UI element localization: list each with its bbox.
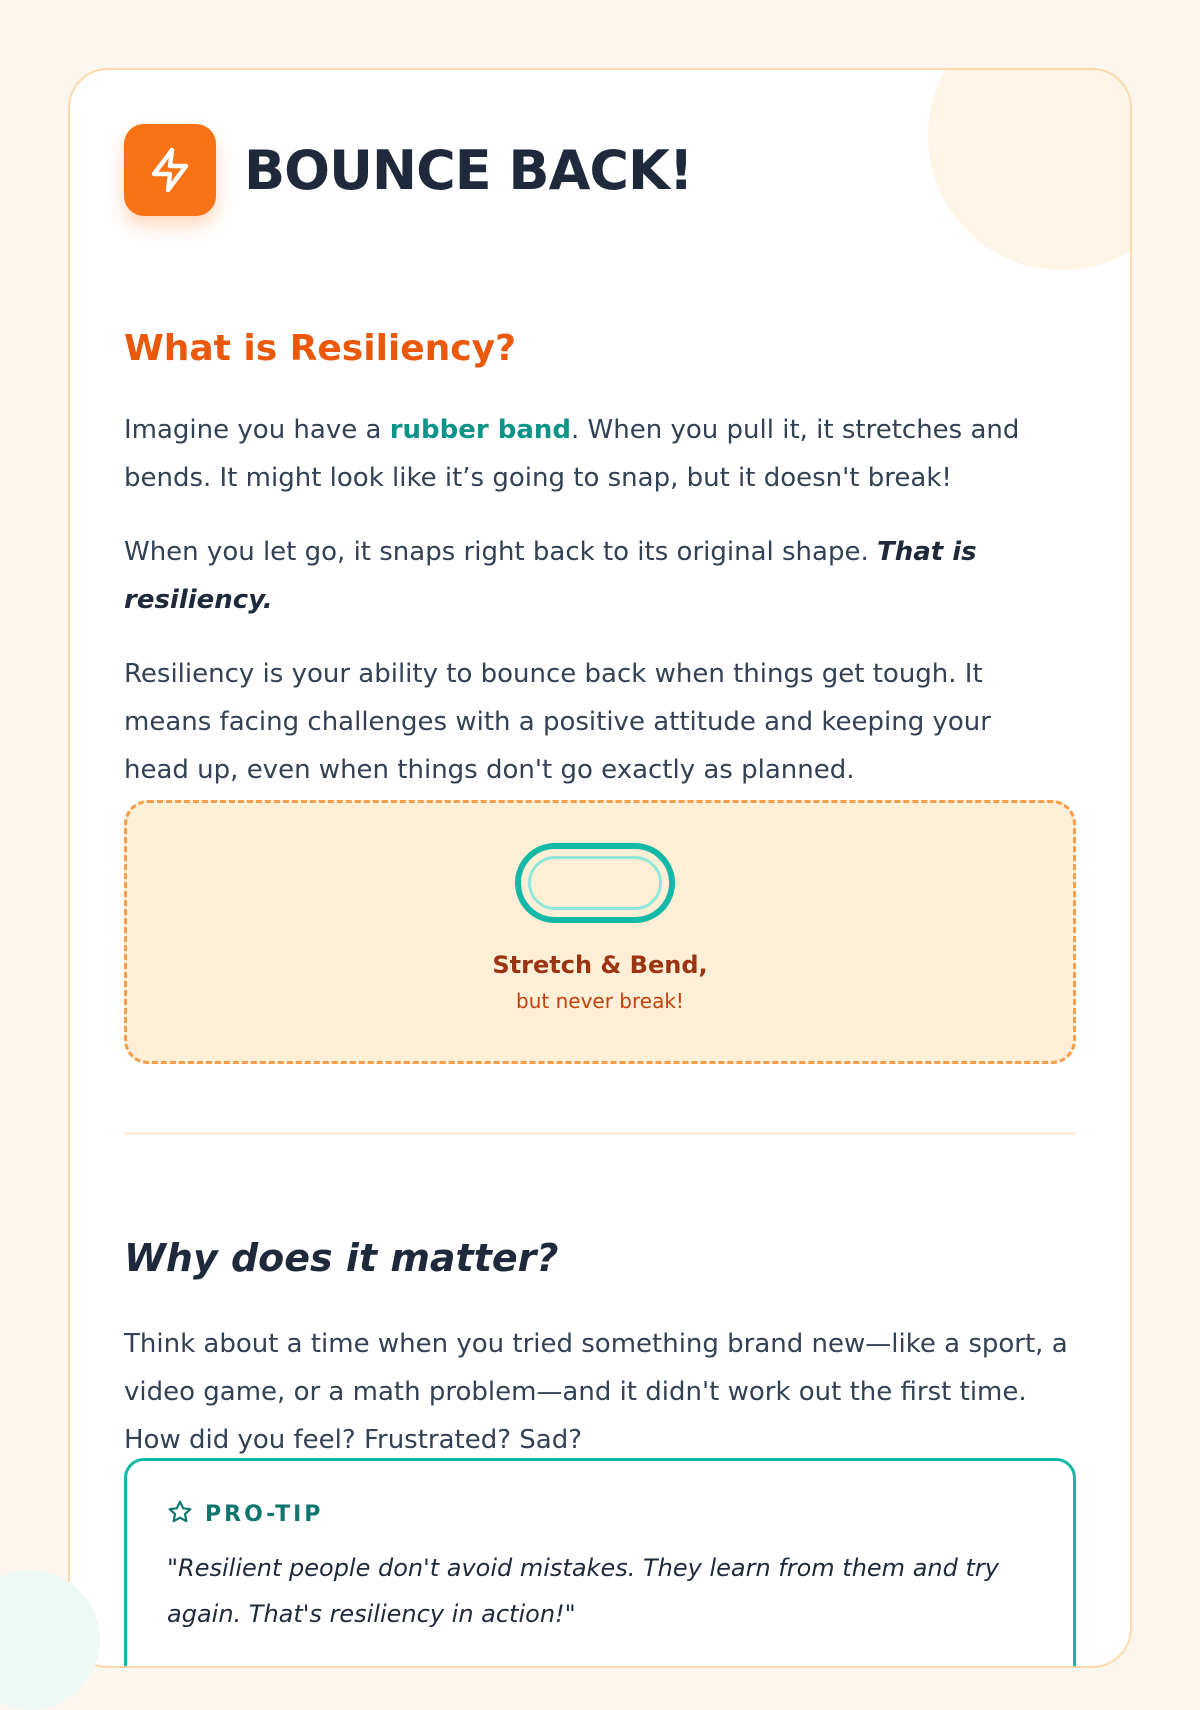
matter-paragraph: Think about a time when you tried something brand new—like a sport, a video game, or a math problem—and it didn't work out the first time. How did you feel? Frustrated? Sad? (124, 1329, 1068, 1455)
rubber-band-inner (528, 856, 662, 910)
content-card (68, 68, 1132, 1668)
rubber-band-icon (515, 843, 675, 923)
snap-back-text: When you let go, it snaps right back to its original shape. (124, 537, 877, 567)
pro-tip-quote: "Resilient people don't avoid mistakes. They learn from them and try again. That's resiliency in action!" (167, 1554, 999, 1628)
pro-tip-box (124, 1458, 1076, 1668)
intro-text-end: . When you pull it, it stretches and bends. It might look like it’s going to snap, but it doesn't break! (124, 415, 1020, 493)
intro-paragraph (124, 406, 1054, 502)
snap-back-paragraph (124, 528, 1054, 624)
demo-title: Stretch & Bend, (492, 951, 708, 979)
pro-tip-label: PRO-TIP (205, 1501, 324, 1527)
intro-text-start: Imagine you have a (124, 415, 390, 445)
rubber-band-highlight: rubber band (389, 415, 572, 445)
logo-badge (124, 124, 216, 216)
stretch-demo-box (124, 800, 1076, 1064)
page-header (124, 124, 692, 216)
demo-subtitle: but never break! (516, 989, 684, 1013)
resiliency-emphasis: That is resiliency. (124, 537, 977, 615)
lightning-icon (146, 146, 194, 194)
section-heading-matter: Why does it matter? (124, 1236, 559, 1280)
star-icon (167, 1499, 193, 1529)
section-divider (124, 1132, 1076, 1135)
section-heading-resiliency: What is Resiliency? (124, 328, 516, 369)
decorative-circle (928, 68, 1132, 270)
page-title: BOUNCE BACK! (244, 138, 693, 202)
definition-paragraph: Resiliency is your ability to bounce back when things get tough. It means facing challenges with a positive attitude and keeping your head up, even when things don't go exactly as planned. (124, 659, 991, 785)
pro-tip-header (167, 1499, 323, 1529)
